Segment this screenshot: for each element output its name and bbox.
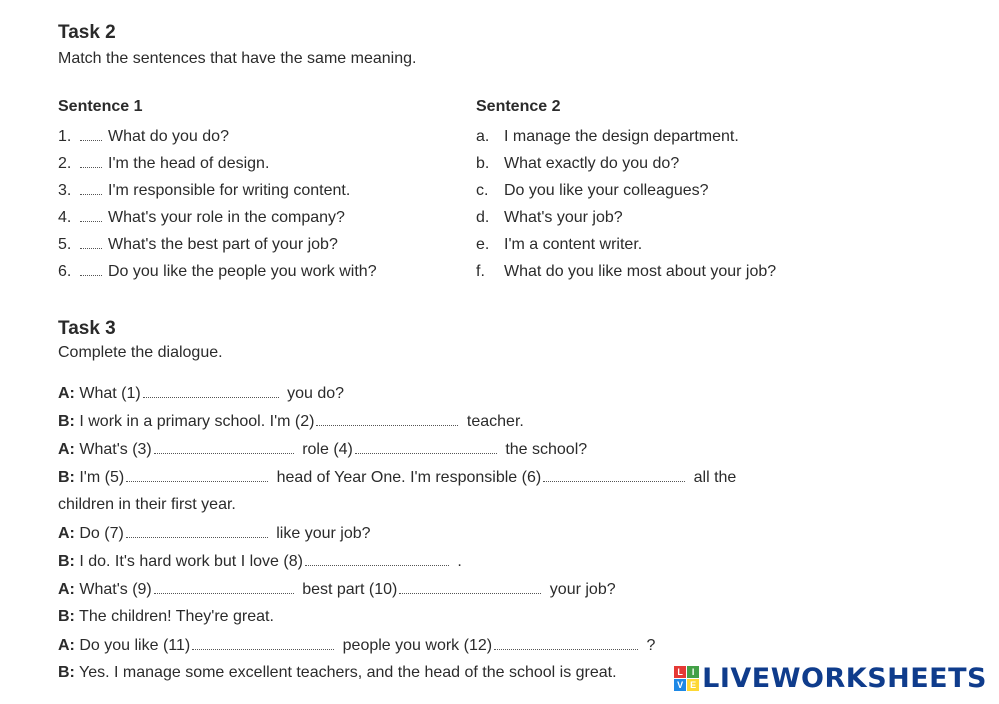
speaker-label: B: bbox=[58, 664, 75, 681]
item-letter: a. bbox=[476, 128, 490, 145]
dialogue-line bbox=[58, 468, 736, 487]
speaker-label: A: bbox=[58, 637, 75, 654]
sentence-text: What do you like most about your job? bbox=[504, 263, 777, 280]
dialogue-blank[interactable] bbox=[154, 580, 294, 594]
dialogue-text: I do. It's hard work but I love (8) bbox=[79, 553, 303, 570]
dialogue-line bbox=[58, 636, 655, 655]
item-number: 6. bbox=[58, 263, 72, 280]
dialogue-line bbox=[58, 580, 616, 599]
dialogue-text: your job? bbox=[545, 581, 616, 598]
speaker-label: A: bbox=[58, 581, 75, 598]
answer-blank[interactable] bbox=[80, 183, 102, 195]
item-number: 4. bbox=[58, 209, 72, 226]
dialogue-text: . bbox=[452, 553, 462, 570]
speaker-label: B: bbox=[58, 413, 75, 430]
dialogue-text: I work in a primary school. I'm (2) bbox=[79, 413, 315, 430]
dialogue-blank[interactable] bbox=[126, 468, 268, 482]
logo-mark-tile: E bbox=[687, 679, 699, 691]
dialogue-text: What's (9) bbox=[79, 581, 152, 598]
sentence1-header: Sentence 1 bbox=[58, 98, 143, 115]
dialogue-text: I'm (5) bbox=[79, 469, 125, 486]
dialogue-blank[interactable] bbox=[494, 636, 638, 650]
dialogue-text: Do (7) bbox=[79, 525, 124, 542]
sentence1-item bbox=[58, 155, 269, 173]
item-letter: d. bbox=[476, 209, 490, 226]
dialogue-text: teacher. bbox=[462, 413, 524, 430]
item-letter: c. bbox=[476, 182, 489, 199]
speaker-label: A: bbox=[58, 525, 75, 542]
dialogue-line bbox=[58, 664, 617, 682]
dialogue-blank[interactable] bbox=[316, 412, 458, 426]
dialogue-text: all the bbox=[689, 469, 737, 486]
sentence1-item bbox=[58, 236, 338, 254]
speaker-label: A: bbox=[58, 385, 75, 402]
logo-mark-tile: I bbox=[687, 666, 699, 678]
logo-mark-tile: V bbox=[674, 679, 686, 691]
sentence2-header: Sentence 2 bbox=[476, 98, 561, 115]
dialogue-text: people you work (12) bbox=[338, 637, 493, 654]
dialogue-blank[interactable] bbox=[154, 440, 294, 454]
dialogue-blank[interactable] bbox=[126, 524, 268, 538]
task2-title: Task 2 bbox=[58, 22, 116, 43]
sentence-text: What do you do? bbox=[108, 128, 229, 145]
speaker-label: A: bbox=[58, 441, 75, 458]
sentence1-item bbox=[58, 182, 350, 200]
item-letter: e. bbox=[476, 236, 490, 253]
dialogue-text: The children! They're great. bbox=[79, 608, 274, 625]
item-letter: b. bbox=[476, 155, 490, 172]
dialogue-text: What's (3) bbox=[79, 441, 152, 458]
sentence1-item bbox=[58, 263, 377, 281]
task2-instruction: Match the sentences that have the same meaning. bbox=[58, 50, 417, 67]
sentence-text: I'm the head of design. bbox=[108, 155, 270, 172]
speaker-label: B: bbox=[58, 553, 75, 570]
task3-instruction: Complete the dialogue. bbox=[58, 344, 223, 361]
sentence2-item bbox=[476, 263, 776, 281]
sentence2-item bbox=[476, 155, 679, 173]
sentence-text: What exactly do you do? bbox=[504, 155, 680, 172]
item-number: 3. bbox=[58, 182, 72, 199]
dialogue-text: ? bbox=[642, 637, 656, 654]
dialogue-text: Do you like (11) bbox=[79, 637, 191, 654]
sentence-text: What's the best part of your job? bbox=[108, 236, 338, 253]
sentence2-item bbox=[476, 236, 642, 254]
answer-blank[interactable] bbox=[80, 237, 102, 249]
dialogue-text: role (4) bbox=[297, 441, 353, 458]
dialogue-text: What (1) bbox=[79, 385, 141, 402]
dialogue-blank[interactable] bbox=[143, 384, 279, 398]
sentence2-item bbox=[476, 182, 709, 200]
answer-blank[interactable] bbox=[80, 156, 102, 168]
logo-mark-icon bbox=[674, 666, 699, 691]
sentence-text: Do you like the people you work with? bbox=[108, 263, 377, 280]
dialogue-line bbox=[58, 496, 236, 514]
dialogue-text: like your job? bbox=[271, 525, 371, 542]
item-number: 2. bbox=[58, 155, 72, 172]
task3-title: Task 3 bbox=[58, 318, 116, 339]
dialogue-line bbox=[58, 412, 524, 431]
dialogue-blank[interactable] bbox=[543, 468, 685, 482]
item-number: 5. bbox=[58, 236, 72, 253]
answer-blank[interactable] bbox=[80, 210, 102, 222]
sentence-text: What's your job? bbox=[504, 209, 623, 226]
sentence-text: I'm a content writer. bbox=[504, 236, 643, 253]
dialogue-blank[interactable] bbox=[399, 580, 541, 594]
sentence-text: Do you like your colleagues? bbox=[504, 182, 709, 199]
answer-blank[interactable] bbox=[80, 129, 102, 141]
sentence-text: What's your role in the company? bbox=[108, 209, 345, 226]
sentence2-item bbox=[476, 128, 739, 146]
dialogue-text: best part (10) bbox=[297, 581, 398, 598]
dialogue-text: head of Year One. I'm responsible (6) bbox=[272, 469, 542, 486]
dialogue-line bbox=[58, 552, 462, 571]
sentence1-item bbox=[58, 209, 345, 227]
dialogue-text: children in their first year. bbox=[58, 496, 236, 513]
item-letter: f. bbox=[476, 263, 485, 280]
dialogue-blank[interactable] bbox=[305, 552, 449, 566]
answer-blank[interactable] bbox=[80, 264, 102, 276]
dialogue-line bbox=[58, 384, 344, 403]
logo-mark-tile: L bbox=[674, 666, 686, 678]
speaker-label: B: bbox=[58, 469, 75, 486]
sentence2-item bbox=[476, 209, 623, 227]
sentence-text: I'm responsible for writing content. bbox=[108, 182, 351, 199]
sentence1-item bbox=[58, 128, 229, 146]
dialogue-text: you do? bbox=[282, 385, 345, 402]
dialogue-blank[interactable] bbox=[355, 440, 497, 454]
dialogue-line bbox=[58, 524, 371, 543]
speaker-label: B: bbox=[58, 608, 75, 625]
sentence-text: I manage the design department. bbox=[504, 128, 739, 145]
dialogue-line bbox=[58, 608, 274, 626]
liveworksheets-logo bbox=[674, 663, 987, 694]
item-number: 1. bbox=[58, 128, 72, 145]
dialogue-blank[interactable] bbox=[192, 636, 334, 650]
dialogue-text: the school? bbox=[500, 441, 588, 458]
dialogue-text: Yes. I manage some excellent teachers, and the head of the school is great. bbox=[79, 664, 617, 681]
dialogue-line bbox=[58, 440, 587, 459]
logo-text: LIVEWORKSHEETS bbox=[702, 663, 987, 694]
